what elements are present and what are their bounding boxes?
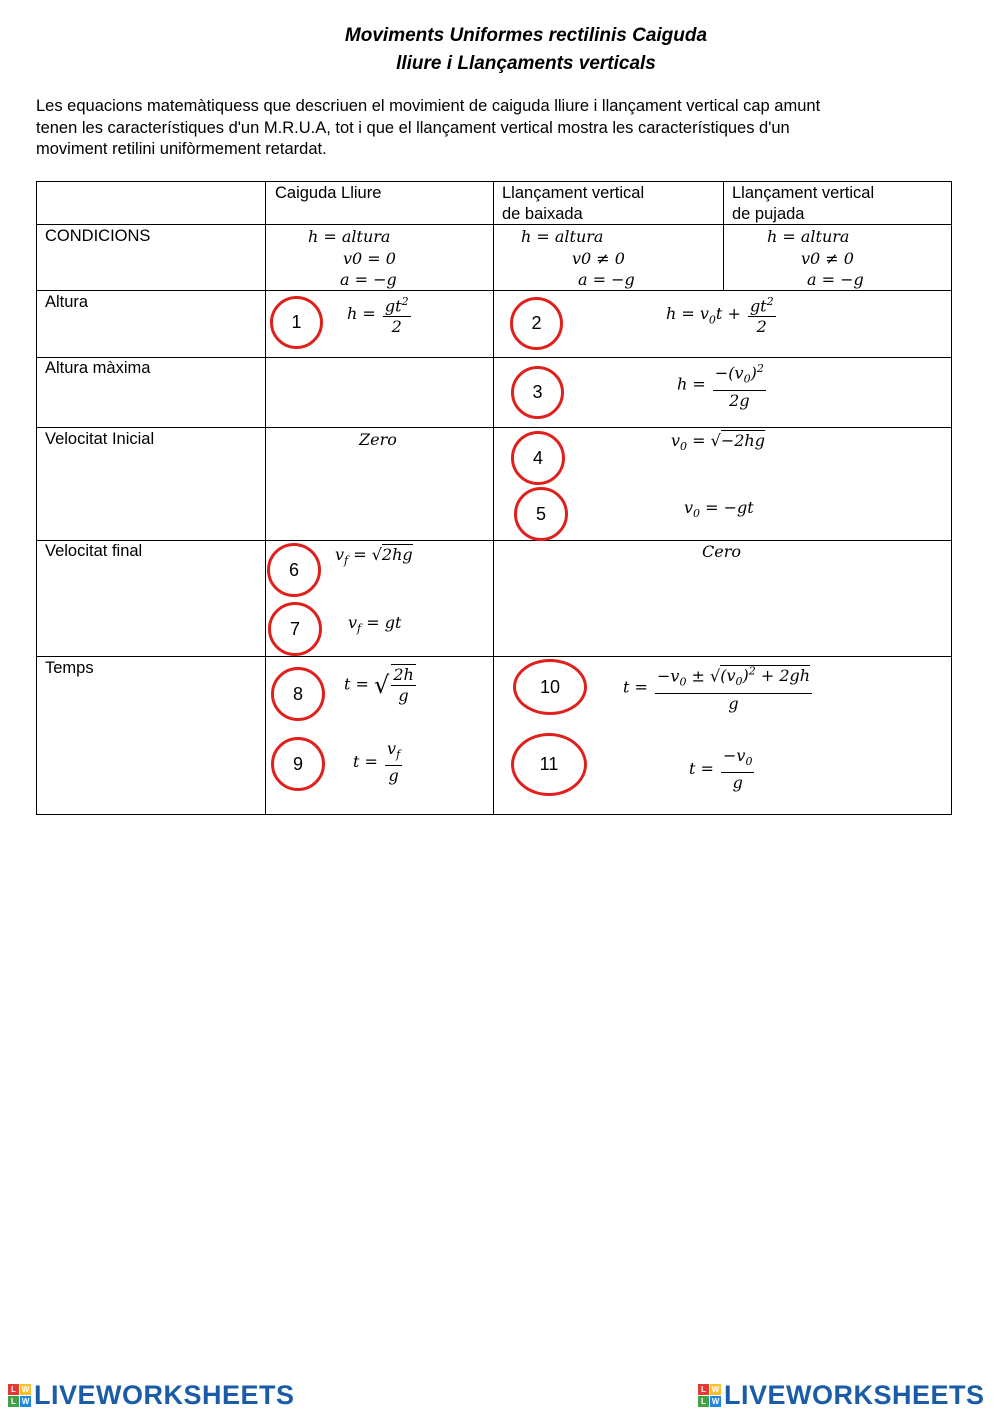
intro-line: moviment retilini unifòrmement retardat. (36, 140, 327, 158)
col-divider (493, 181, 494, 815)
liveworksheets-logo-text: LIVEWORKSHEETS (34, 1379, 295, 1410)
answer-badge-8[interactable]: 8 (271, 667, 325, 721)
condition-v0: v0 ≠ 0 (572, 249, 625, 268)
row-divider (36, 224, 952, 225)
formula-altura-llancament: $h = v_0t$ + $\frac{gt^2}{2}$ (666, 292, 778, 337)
col-divider (723, 181, 724, 290)
intro-line: tenen les característiques d'un M.R.U.A, tot i que el llançament vertical mostra les característiques d'un (36, 118, 790, 137)
value-zero: Zero (359, 430, 397, 449)
header-pujada-line1: Llançament vertical (732, 184, 875, 202)
condition-a: a = −g (340, 270, 397, 289)
liveworksheets-icon: L W L W (8, 1384, 31, 1407)
row-divider (36, 540, 952, 541)
page-title-line1: Moviments Uniformes rectilinis Caiguda (344, 25, 708, 46)
row-divider (36, 656, 952, 657)
formula-altura-caiguda: h = $\frac{gt^2}{2}$ (347, 292, 413, 337)
row-label-temps: Temps (45, 659, 94, 677)
answer-badge-1[interactable]: 1 (270, 296, 323, 349)
answer-badge-9[interactable]: 9 (271, 737, 325, 791)
intro-line: Les equacions matemàtiquess que descriuen el movimient de caiguda lliure i llançament vertical cap amunt (36, 97, 821, 115)
condition-h: h = altura (767, 227, 850, 246)
condition-h: h = altura (521, 227, 604, 246)
row-label-velocitat-inicial: Velocitat Inicial (45, 430, 155, 448)
answer-badge-10[interactable]: 10 (513, 659, 587, 715)
header-pujada-line2: de pujada (732, 205, 805, 223)
liveworksheets-icon: L W L W (698, 1384, 721, 1407)
formula-vf-gt: $v_f$ = gt (348, 613, 402, 636)
value-cero: Cero (702, 542, 741, 561)
answer-badge-2[interactable]: 2 (510, 297, 563, 350)
condition-v0: v0 = 0 (343, 249, 396, 268)
header-baixada-line1: Llançament vertical (502, 184, 645, 202)
answer-badge-3[interactable]: 3 (511, 366, 564, 419)
condition-h: h = altura (308, 227, 391, 246)
row-label-condicions: CONDICIONS (45, 227, 151, 245)
row-divider (36, 427, 952, 428)
answer-badge-11[interactable]: 11 (511, 733, 587, 796)
formula-t-sqrt: t = √ $\frac{2h}{g}$ (344, 665, 414, 705)
liveworksheets-logo-left[interactable] (8, 1379, 295, 1411)
condition-v0: v0 ≠ 0 (801, 249, 854, 268)
header-caiguda-lliure: Caiguda Lliure (275, 184, 382, 202)
answer-badge-6[interactable]: 6 (267, 543, 321, 597)
formula-vf-sqrt: $v_f = √2hg$ (335, 545, 413, 568)
col-divider (265, 181, 266, 815)
liveworksheets-logo-right[interactable] (698, 1379, 985, 1411)
liveworksheets-logo-text: LIVEWORKSHEETS (724, 1379, 985, 1410)
intro-paragraph (36, 96, 956, 161)
answer-badge-4[interactable]: 4 (511, 431, 565, 485)
answer-badge-5[interactable]: 5 (514, 487, 568, 541)
formula-v0-gt: $v_0 = -gt$ (684, 498, 754, 521)
formula-t-v0: t = $\frac{-v_0}{g}$ (689, 746, 753, 793)
row-divider (36, 357, 952, 358)
condition-a: a = −g (807, 270, 864, 289)
row-label-velocitat-final: Velocitat final (45, 542, 143, 560)
condition-a: a = −g (578, 270, 635, 289)
page-title-line2: lliure i Llançaments verticals (396, 53, 656, 74)
formula-altura-maxima: h = $\frac{-(v_0)^2}{2g}$ (677, 359, 768, 411)
row-label-altura: Altura (45, 293, 89, 311)
row-label-altura-maxima: Altura màxima (45, 359, 151, 377)
formula-t-vf: t = $\frac{v_f}{g}$ (353, 739, 401, 786)
formula-v0-sqrt: $v_0 = √-2hg$ (671, 431, 765, 454)
answer-badge-7[interactable]: 7 (268, 602, 322, 656)
formula-t-quadratic: t = $\frac{-v_0 \pm √(v_0)^2 + 2gh}{g}$ (623, 662, 814, 714)
header-baixada-line2: de baixada (502, 205, 583, 223)
